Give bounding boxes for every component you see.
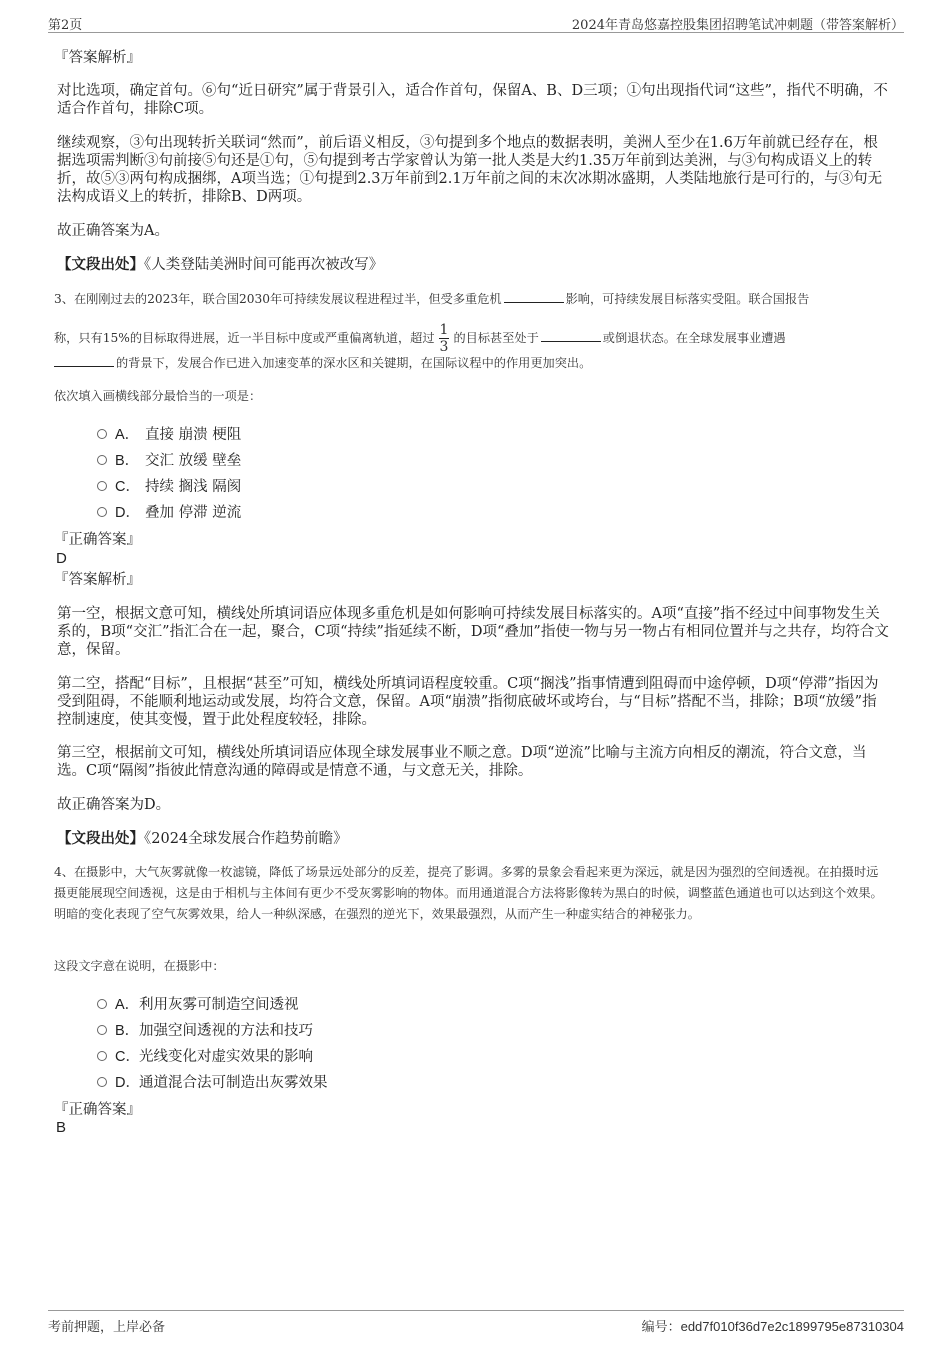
document-id: 编号：edd7f010f36d7e2c1899795e87310304 bbox=[641, 1319, 904, 1334]
radio-icon[interactable] bbox=[97, 999, 107, 1009]
page-header bbox=[48, 12, 904, 33]
option-letter: C． bbox=[115, 479, 140, 495]
q3-fraction-denominator: 3 bbox=[439, 339, 449, 355]
q3-stem-line2 bbox=[54, 322, 890, 355]
option-text: 交汇 放缓 壁垒 bbox=[145, 453, 242, 469]
q3-analysis-p1: 第一空，根据文意可知，横线处所填词语应体现多重危机是如何影响可持续发展目标落实的。A项“直接”指不经过中间事物发生关系的，B项“交汇”指汇合在一起，聚合，C项“持续”指延续不断，D项“叠加”指使一物与另一物占有相同位置并与之共存，均符合文意，保留。 bbox=[57, 606, 889, 658]
page-footer bbox=[48, 1310, 904, 1335]
q3-analysis-label: 『答案解析』 bbox=[54, 572, 141, 588]
document-title: 2024年青岛悠嘉控股集团招聘笔试冲刺题（带答案解析） bbox=[571, 18, 904, 33]
q3-source-title: 《2024全球发展合作趋势前瞻》 bbox=[144, 831, 348, 847]
q3-blank-3 bbox=[54, 354, 114, 367]
option-text: 持续 搁浅 隔阂 bbox=[145, 479, 242, 495]
q3-stem-part-e: 或倒退状态。在全球发展事业遭遇 bbox=[602, 331, 786, 345]
q3-option-b[interactable] bbox=[97, 452, 241, 470]
radio-icon[interactable] bbox=[97, 1077, 107, 1087]
q3-blank-1 bbox=[504, 290, 564, 303]
q2-source-title: 《人类登陆美洲时间可能再次被改写》 bbox=[144, 257, 384, 273]
q3-analysis-p2: 第二空，搭配“目标”，且根据“甚至”可知，横线处所填词语程度较重。C项“搁浅”指事情遭到阻碍而中途停顿，D项“停滞”指因为受到阻碍，不能顺利地运动或发展，均符合文意，保留。A项“崩溃”指彻底破坏或垮台，与“目标”搭配不当，排除；B项“放缓”指控制速度，使其变慢，置于此处程度较轻，排除。 bbox=[57, 676, 879, 728]
option-letter: C． bbox=[115, 1049, 140, 1065]
q3-correct-label: 『正确答案』 bbox=[54, 532, 141, 548]
option-text: 直接 崩溃 梗阻 bbox=[145, 427, 242, 443]
q3-source-label: 【文段出处】 bbox=[57, 830, 144, 847]
radio-icon[interactable] bbox=[97, 481, 107, 491]
q3-correct-answer: D bbox=[56, 550, 67, 567]
q2-analysis-p2: 继续观察，③句出现转折关联词“然而”，前后语义相反，③句提到多个地点的数据表明，美洲人至少在1.6万年前就已经存在，根据选项需判断③句前接⑤句还是①句，⑤句提到考古学家曾认为第一批人类是大约1.35万年前到达美洲，与③句构成语义上的转折，故⑤③两句构成捆绑，A项当选；①句提到2.3万年前到2.1万年前之间的末次冰期冰盛期，人类陆地旅行是可行的，与③句无法构成语义上的转折，排除B、D两项。 bbox=[57, 135, 883, 205]
q3-stem-part-b: 影响，可持续发展目标落实受阻。联合国报告 bbox=[565, 292, 810, 306]
option-letter: D． bbox=[115, 1075, 140, 1091]
q3-option-a[interactable] bbox=[97, 426, 241, 444]
q3-source bbox=[57, 830, 890, 848]
q2-source bbox=[57, 256, 890, 274]
q3-stem-line3 bbox=[54, 353, 890, 374]
q3-fraction bbox=[439, 322, 450, 355]
q3-analysis-p3: 第三空，根据前文可知，横线处所填词语应体现全球发展事业不顺之意。D项“逆流”比喻与主流方向相反的潮流，符合文意，当选。C项“隔阂”指彼此情意沟通的障碍或是情意不通，与文意无关，排除。 bbox=[57, 745, 867, 779]
q4-stem: 4、在摄影中，大气灰雾就像一枚滤镜，降低了场景远处部分的反差，提亮了影调。多雾的景象会看起来更为深远，就是因为强烈的空间透视。在拍摄时远摄更能展现空间透视，这是由于相机与主体间有更少不受灰雾影响的物体。而用通道混合方法将影像转为黑白的时候，调整蓝色通道也可以达到这个效果。明暗的变化表现了空气灰雾效果，给人一种纵深感，在强烈的逆光下，效果最强烈，从而产生一种虚实结合的神秘张力。 bbox=[54, 865, 883, 921]
q3-fraction-numerator: 1 bbox=[439, 322, 449, 338]
q3-stem-part-a: 3、在刚刚过去的2023年，联合国2030年可持续发展议程进程过半，但受多重危机 bbox=[54, 292, 502, 306]
option-text: 通道混合法可制造出灰雾效果 bbox=[139, 1075, 328, 1091]
q4-correct-answer: B bbox=[56, 1119, 67, 1136]
option-text: 叠加 停滞 逆流 bbox=[145, 505, 242, 521]
q3-stem-part-c: 称，只有15%的目标取得进展，近一半目标中度或严重偏离轨道，超过 bbox=[54, 331, 435, 345]
footer-slogan: 考前押题，上岸必备 bbox=[48, 1320, 166, 1335]
q3-stem-part-d: 的目标甚至处于 bbox=[453, 331, 539, 345]
q4-option-d[interactable] bbox=[97, 1074, 328, 1092]
radio-icon[interactable] bbox=[97, 1051, 107, 1061]
radio-icon[interactable] bbox=[97, 507, 107, 517]
q3-prompt: 依次填入画横线部分最恰当的一项是： bbox=[54, 389, 262, 403]
radio-icon[interactable] bbox=[97, 429, 107, 439]
q4-option-a[interactable] bbox=[97, 996, 299, 1014]
q3-stem-part-f: 的背景下，发展合作已进入加速变革的深水区和关键期，在国际议程中的作用更加突出。 bbox=[116, 356, 592, 370]
q4-option-b[interactable] bbox=[97, 1022, 313, 1040]
option-text: 利用灰雾可制造空间透视 bbox=[139, 997, 299, 1013]
q3-analysis-conclusion: 故正确答案为D。 bbox=[57, 797, 171, 813]
q3-stem-line1 bbox=[54, 289, 890, 310]
option-letter: A． bbox=[115, 427, 140, 443]
q3-option-d[interactable] bbox=[97, 504, 241, 522]
radio-icon[interactable] bbox=[97, 455, 107, 465]
option-letter: D． bbox=[115, 505, 140, 521]
option-text: 加强空间透视的方法和技巧 bbox=[139, 1023, 313, 1039]
q3-option-c[interactable] bbox=[97, 478, 241, 496]
q2-analysis-conclusion: 故正确答案为A。 bbox=[57, 223, 169, 239]
radio-icon[interactable] bbox=[97, 1025, 107, 1035]
q4-correct-label: 『正确答案』 bbox=[54, 1102, 141, 1118]
option-letter: B． bbox=[115, 1023, 140, 1039]
q3-blank-2 bbox=[541, 329, 601, 342]
q2-analysis-p1: 对比选项，确定首句。⑥句“近日研究”属于背景引入，适合作首句，保留A、B、D三项；①句出现指代词“这些”，指代不明确，不适合作首句，排除C项。 bbox=[57, 83, 888, 117]
q2-analysis-label: 『答案解析』 bbox=[54, 50, 141, 66]
option-text: 光线变化对虚实效果的影响 bbox=[139, 1049, 313, 1065]
option-letter: B． bbox=[115, 453, 140, 469]
q2-source-label: 【文段出处】 bbox=[57, 256, 144, 273]
q4-option-c[interactable] bbox=[97, 1048, 313, 1066]
option-letter: A． bbox=[115, 997, 140, 1013]
q4-prompt: 这段文字意在说明，在摄影中： bbox=[54, 959, 225, 973]
page-number: 第2页 bbox=[48, 18, 83, 33]
